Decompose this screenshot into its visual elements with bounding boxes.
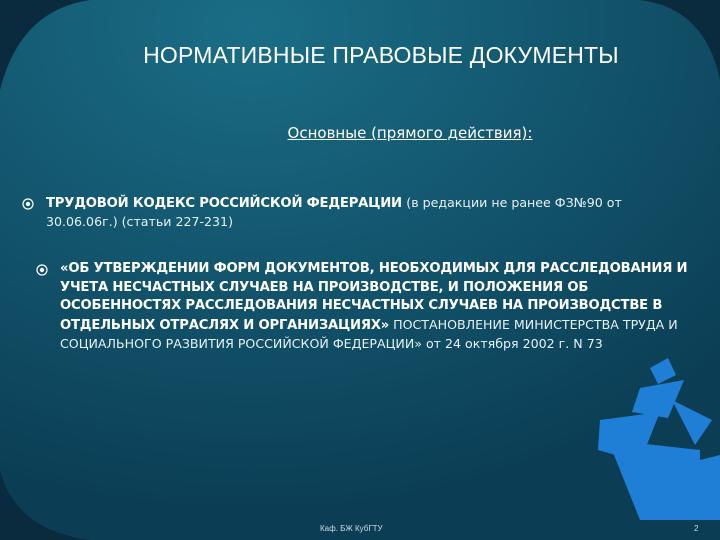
item-bold-text: «ОБ УТВЕРЖДЕНИИ ФОРМ ДОКУМЕНТОВ, НЕОБХОДИМЫХ ДЛЯ РАССЛЕДОВАНИЯ И УЧЕТА НЕСЧАСТНЫХ СЛУЧАЕВ НА ПРОИЗВОДСТВЕ, И ПОЛОЖЕНИЯ ОБ ОСОБЕННОСТЯХ РАССЛЕДОВАНИЯ НЕСЧАСТНЫХ СЛУЧАЕВ НА ПРОИЗВОДСТВЕ В ОТДЕЛЬНЫХ ОТРАСЛЯХ И ОРГАНИЗАЦИЯХ» (60, 261, 688, 333)
footer-text: Каф. БЖ КубГТУ (320, 524, 383, 533)
item-normal-text: (в редакции не ранее ФЗ№90 от 30.06.06г.) (статьи 227-231) (46, 195, 622, 229)
slide-title: НОРМАТИВНЫЕ ПРАВОВЫЕ ДОКУМЕНТЫ (143, 42, 619, 68)
list-item (60, 260, 700, 355)
circle-bullet-icon (22, 198, 34, 210)
circle-bullet-icon (36, 264, 48, 276)
page-number: 2 (694, 524, 699, 533)
list-item (46, 194, 676, 232)
slide-subtitle: Основные (прямого действия): (287, 124, 533, 142)
item-bold-text: ТРУДОВОЙ КОДЕКС РОССИЙСКОЙ ФЕДЕРАЦИИ (46, 196, 407, 211)
item-normal-text: ПОСТАНОВЛЕНИЕ МИНИСТЕРСТВА ТРУДА И СОЦИАЛЬНОГО РАЗВИТИЯ РОССИЙСКОЙ ФЕДЕРАЦИИ» от 24 октября 2002 г. N 73 (60, 316, 678, 351)
